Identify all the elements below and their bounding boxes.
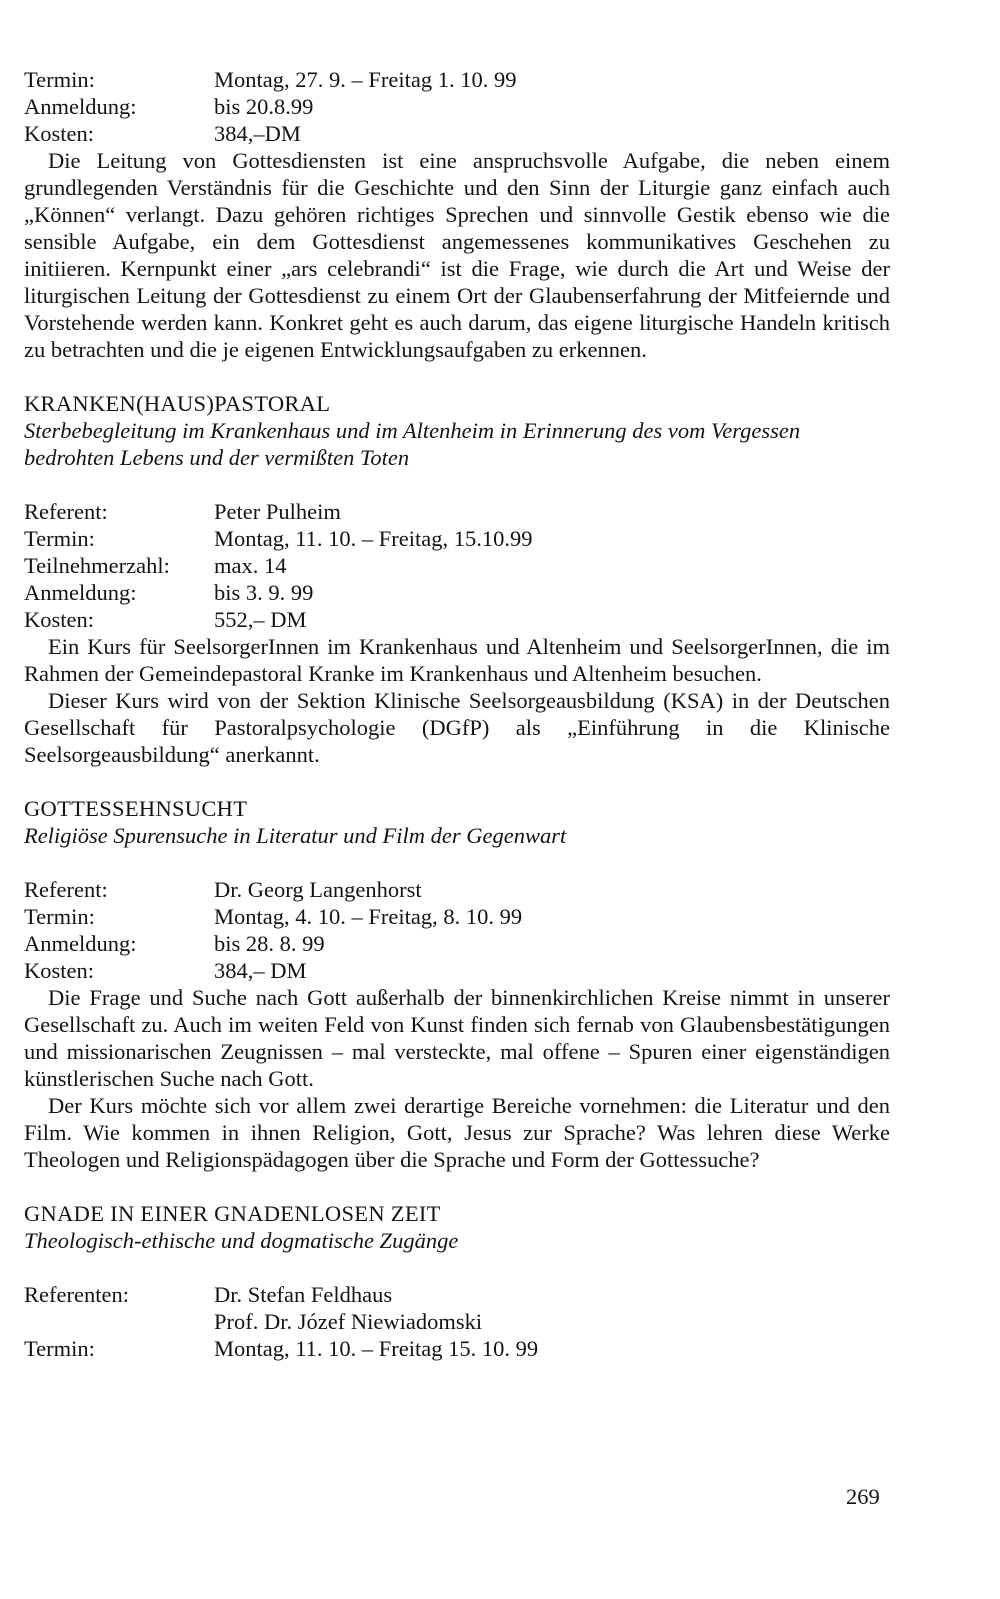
referent-value: Peter Pulheim [214,499,341,524]
termin-row [24,1335,890,1362]
referent-label: Referent: [24,877,108,902]
kosten-label: Kosten: [24,607,94,632]
page-number: 269 [846,1484,880,1509]
termin-row [24,66,890,93]
course-description: Die Leitung von Gottesdiensten ist eine anspruchsvolle Aufgabe, die neben einem grundlegenden Verständnis für die Geschichte und den Sinn der Liturgie ganz einfach auch „Können“ verlangt. Dazu gehören richtiges Sprechen und sinnvolle Gestik ebenso wie die sensible Aufgabe, ein dem Gottesdienst angemessenes kommunikatives Geschehen zu initiieren. Kernpunkt einer „ars celebrandi“ ist die Frage, wie durch die Art und Weise der liturgischen Leitung der Gottesdienst zu einem Ort der Glaubenserfahrung der Mitfeiernde und Vorstehende werden kann. Konkret geht es auch darum, das eigene liturgische Handeln kritisch zu betrachten und die je eigenen Entwicklungsaufgaben zu erkennen. [24,148,890,362]
anmeldung-label: Anmeldung: [24,94,137,119]
anmeldung-row [24,930,890,957]
anmeldung-row [24,579,890,606]
section-subtitle: Religiöse Spurensuche in Literatur und Film der Gegenwart [24,823,567,848]
termin-label: Termin: [24,1336,95,1361]
termin-value: Montag, 27. 9. – Freitag 1. 10. 99 [214,67,517,92]
teilnehmerzahl-row [24,552,890,579]
termin-label: Termin: [24,904,95,929]
course-paragraph: Dieser Kurs wird von der Sektion Klinische Seelsorgeausbildung (KSA) in der Deutschen Gesellschaft für Pastoralpsychologie (DGfP) als „Einführung in die Klinische Seelsorgeausbildung“ anerkannt. [24,688,890,767]
kosten-value: 384,–DM [214,121,301,146]
referenten-label: Referenten: [24,1282,129,1307]
anmeldung-label: Anmeldung: [24,580,137,605]
course-paragraph: Der Kurs möchte sich vor allem zwei derartige Bereiche vornehmen: die Literatur und den Film. Wie kommen in ihnen Religion, Gott, Jesus zur Sprache? Was lehren diese Werke Theologen und Religionspädagogen über die Sprache und Form der Gottessuche? [24,1093,890,1172]
referent-label: Referent: [24,499,108,524]
termin-row [24,525,890,552]
termin-value: Montag, 4. 10. – Freitag, 8. 10. 99 [214,904,523,929]
anmeldung-label: Anmeldung: [24,931,137,956]
section-subtitle: Sterbebegleitung im Krankenhaus und im Altenheim in Erinnerung des vom Vergessen bedrohten Lebens und der vermißten Toten [24,418,801,470]
teilnehmerzahl-label: Teilnehmerzahl: [24,553,170,578]
kosten-label: Kosten: [24,121,94,146]
course-paragraph: Die Frage und Suche nach Gott außerhalb der binnenkirchlichen Kreise nimmt in unserer Gesellschaft zu. Auch im weiten Feld von Kunst finden sich fernab von Glaubensbestätigungen und missionarischen Zeugnissen – mal versteckte, mal offene – Spuren einer eigenständigen künstlerischen Suche nach Gott. [24,985,890,1091]
termin-label: Termin: [24,67,95,92]
referent-name: Prof. Dr. Józef Niewiadomski [214,1309,483,1334]
referent-value: Dr. Georg Langenhorst [214,877,422,902]
kosten-row [24,120,890,147]
anmeldung-row [24,93,890,120]
page-content [24,66,890,1362]
referent-row [24,498,890,525]
kosten-row [24,957,890,984]
anmeldung-value: bis 28. 8. 99 [214,931,325,956]
kosten-row [24,606,890,633]
teilnehmerzahl-value: max. 14 [214,553,287,578]
kosten-label: Kosten: [24,958,94,983]
kosten-value: 384,– DM [214,958,307,983]
section-subtitle: Theologisch-ethische und dogmatische Zugänge [24,1228,459,1253]
termin-label: Termin: [24,526,95,551]
referent-row [24,876,890,903]
referent-name: Dr. Stefan Feldhaus [214,1282,393,1307]
section-title: GOTTESSEHNSUCHT [24,796,248,821]
section-title: KRANKEN(HAUS)PASTORAL [24,391,331,416]
termin-value: Montag, 11. 10. – Freitag, 15.10.99 [214,526,533,551]
anmeldung-value: bis 20.8.99 [214,94,314,119]
termin-value: Montag, 11. 10. – Freitag 15. 10. 99 [214,1336,539,1361]
course-paragraph: Ein Kurs für SeelsorgerInnen im Krankenhaus und Altenheim und SeelsorgerInnen, die im Rahmen der Gemeindepastoral Kranke im Krankenhaus und Altenheim besuchen. [24,634,890,686]
termin-row [24,903,890,930]
referenten-value [214,1281,890,1335]
section-title: GNADE IN EINER GNADENLOSEN ZEIT [24,1201,441,1226]
kosten-value: 552,– DM [214,607,307,632]
referenten-row [24,1281,890,1335]
anmeldung-value: bis 3. 9. 99 [214,580,314,605]
